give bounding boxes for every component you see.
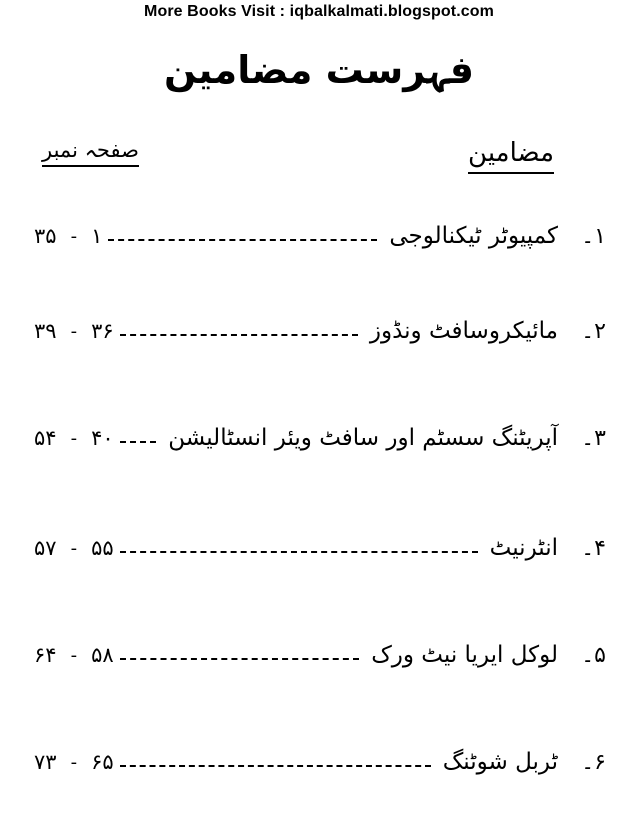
page-end: ۵۷	[34, 536, 57, 560]
range-separator: -	[70, 644, 78, 666]
toc-entry	[34, 309, 606, 353]
dotted-leader	[120, 765, 431, 767]
entry-number: ۶۔	[581, 749, 606, 775]
entry-number: ۲۔	[581, 318, 606, 344]
pages-column-heading: صفحہ نمبر	[42, 136, 139, 167]
dotted-leader	[108, 239, 377, 241]
page-range	[34, 643, 114, 667]
page-start: ۵۵	[91, 536, 114, 560]
toc-entry	[34, 740, 606, 784]
page-end: ۳۵	[34, 224, 57, 248]
page-range	[34, 426, 114, 450]
entry-title: کمپیوٹر ٹیکنالوجی	[389, 223, 558, 249]
page-range	[34, 536, 114, 560]
entry-number: ۳۔	[581, 425, 606, 451]
page-start: ۱	[91, 224, 103, 248]
page-range	[34, 750, 114, 774]
page-range	[34, 319, 114, 343]
page-start: ۶۵	[91, 750, 114, 774]
page-start: ۴۰	[91, 426, 114, 450]
entry-number: ۴۔	[581, 535, 606, 561]
entry-title: انٹرنیٹ	[489, 535, 558, 561]
page-start: ۳۶	[91, 319, 114, 343]
entry-title: آپریٹنگ سسٹم اور سافٹ ویئر انسٹالیشن	[168, 425, 558, 451]
page-range	[34, 224, 102, 248]
range-separator: -	[70, 537, 78, 559]
page-start: ۵۸	[91, 643, 114, 667]
dotted-leader	[120, 334, 358, 336]
toc-entry	[34, 526, 606, 570]
entry-title: ٹربل شوٹنگ	[442, 749, 558, 775]
page-end: ۶۴	[34, 643, 57, 667]
range-separator: -	[70, 427, 78, 449]
dotted-leader	[120, 551, 478, 553]
range-separator: -	[70, 751, 78, 773]
entry-number: ۱۔	[581, 223, 606, 249]
page-end: ۷۳	[34, 750, 57, 774]
toc-entry	[34, 214, 606, 258]
page-title: فہرست مضامین	[163, 48, 475, 92]
toc-entry	[34, 416, 606, 460]
range-separator: -	[70, 320, 78, 342]
toc-entry	[34, 633, 606, 677]
dotted-leader	[120, 441, 157, 443]
entry-title: لوکل ایریا نیٹ ورک	[371, 642, 558, 668]
page-end: ۵۴	[34, 426, 57, 450]
entry-title: مائیکروسافٹ ونڈوز	[369, 318, 558, 344]
topics-column-heading: مضامین	[468, 136, 554, 174]
entry-number: ۵۔	[581, 642, 606, 668]
site-banner: More Books Visit : iqbalkalmati.blogspot.com	[144, 3, 494, 20]
dotted-leader	[120, 658, 360, 660]
page-end: ۳۹	[34, 319, 57, 343]
range-separator: -	[70, 225, 78, 247]
